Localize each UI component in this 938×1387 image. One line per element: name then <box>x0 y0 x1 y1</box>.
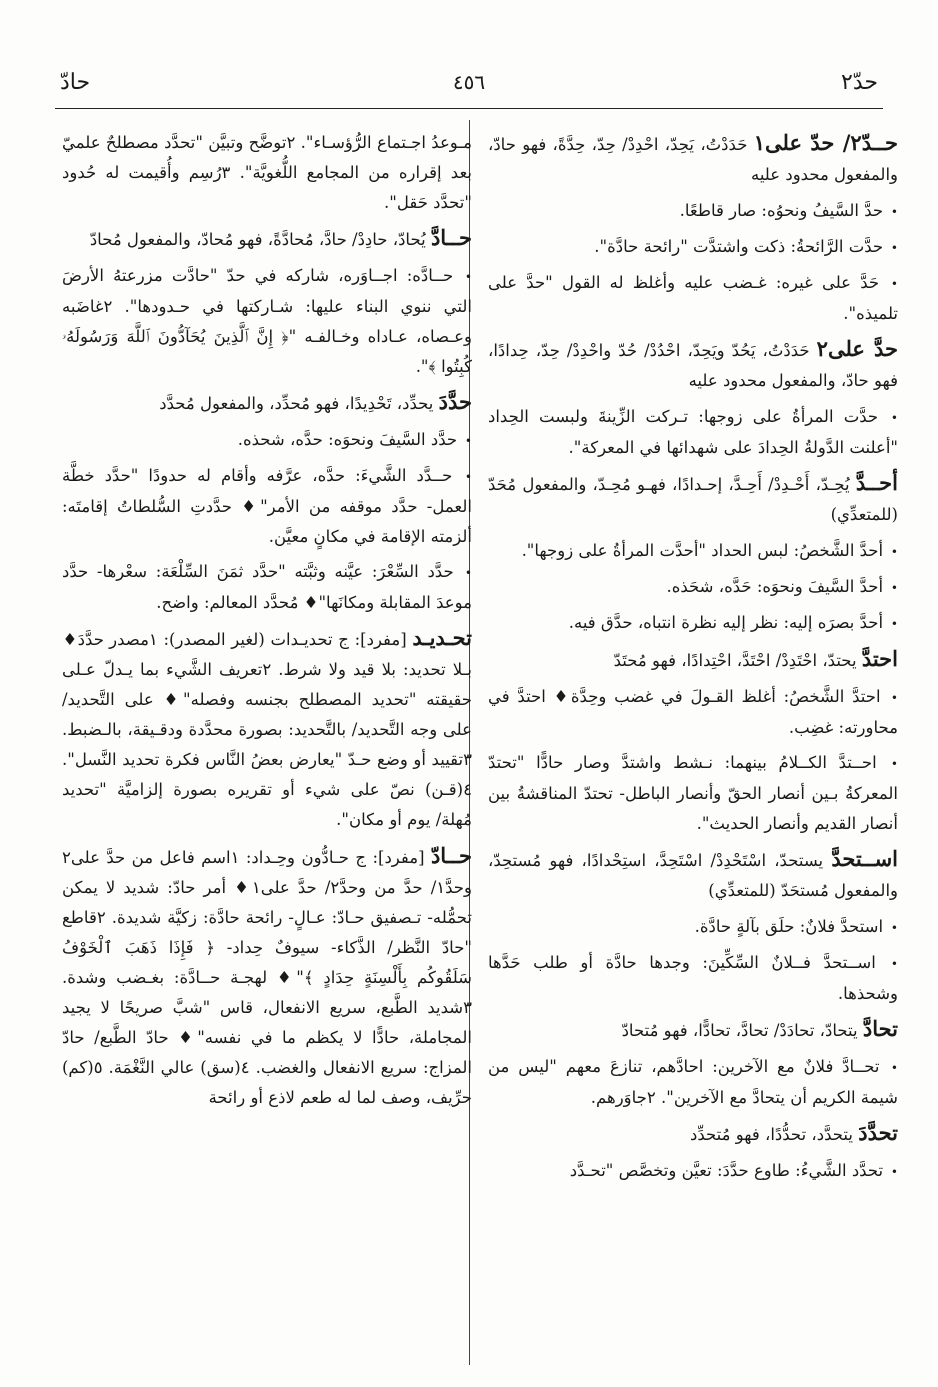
entry-text: يحدِّد، تَحْدِيدًا، فهو مُحدِّد، والمفعول مُحدَّد <box>159 394 434 413</box>
bullet-icon: • <box>883 1061 898 1075</box>
bullet-icon: • <box>457 566 472 580</box>
page-number: ٤٥٦ <box>452 70 486 94</box>
entry-text: يُحادّ، حادِدْ/ حادَّ، مُحادَّةً، فهو مُحادّ، والمفعول مُحادّ <box>89 230 426 249</box>
sense-text: اســتحدَّ فــلانٌ السِّكِّينَ: وجدها حادَّة أو طلب حَدَّها وشحذها. <box>488 953 898 1003</box>
dictionary-entry <box>488 334 898 396</box>
bullet-icon: • <box>880 757 898 771</box>
dictionary-entry <box>488 1118 898 1150</box>
sense-text: حدَّد السَّيفَ ونحوَه: حدَّه، شحذه. <box>237 430 458 449</box>
dictionary-entry <box>488 644 898 676</box>
dictionary-entry <box>488 128 898 190</box>
entry-text: يُحِـدّ، أَحْـدِدْ/ أَحِـدَّ، إحـدادًا، فهـو مُحِـدّ، والمفعول مُحَدّ (للمتعدِّي) <box>488 475 898 524</box>
bullet-icon: • <box>457 270 472 284</box>
sense-paragraph <box>62 461 472 552</box>
sense-text: أحدَّ الشَّخصُ: لبس الحداد "أحدَّت المرأةُ على زوجها". <box>521 541 884 560</box>
sense-text: أحدَّ السَّيفَ ونحوَه: حَدَّه، شحَذه. <box>666 577 884 596</box>
sense-text: حــادَّه: اجــاوَره، شاركه في حدّ "حادَّت مزرعتهُ الأرضَ التي ننوي البناء عليها: شـاركتها في حـدودها". ٢غاضَبه وعـصاه، عـاداه وخـالفـه "﴿ إِنَّ ٱلَّذِينَ يُحَآدُّونَ ٱللَّهَ وَرَسُولَهُۥ كُبِتُوا ﴾". <box>62 266 472 376</box>
sense-paragraph <box>488 268 898 329</box>
headword: اســتحدَّ <box>831 846 898 871</box>
headword: حدَّ على٢ <box>816 336 898 361</box>
sense-text: استحدَّ فلانٌ: حلَق بآلةٍ حادَّة. <box>694 917 884 936</box>
header-rule <box>55 108 883 109</box>
headword: أحــدَّ <box>855 470 898 495</box>
sense-paragraph <box>62 557 472 618</box>
dictionary-entry <box>62 841 472 1113</box>
left-column <box>62 128 472 1358</box>
sense-text: حدَّت الرَّائحةُ: ذكت واشتدَّت "رائحة حادَّة". <box>594 237 884 256</box>
headword: حــدّ٢/ حدّ على١ <box>753 130 898 155</box>
sense-paragraph <box>488 608 898 639</box>
bullet-icon: • <box>879 957 898 971</box>
entry-text: [مفرد]: ج تحديـدات (لغير المصدر): ١مصدر حدَّدَ♦ بـلا تحديد: بلا قيد ولا شرط. ٢تعريف الشَّيء بما يـدلّ عـلى حقيقته "تحديد المصطلح بجنسه وفصله"♦ على التَّحديد/ على وجه التَّحديد/ بالتَّحديد: بصورة محدَّدة ودقـيقة، بالـضبط. ٣تقييد أو وضع حـدّ "يعارض بعضُ النَّاس فكرة تحديد النَّسل". ٤(قـن) نصّ على شيء أو تقريره بصورة إلزاميَّة "تحديد مُهلة/ يوم أو مكان". <box>62 630 472 829</box>
sense-text: أحدَّ بصرَه إليه: نظر إليه نظرة انتباه، حدَّق فيه. <box>568 613 884 632</box>
sense-text: حــدَّد الشَّيءَ: حدَّه، عرَّفه وأقام له حدودًا "حدَّد خطَّة العمل- حدَّد موقفه من الأمر"♦ حدَّدتِ السُّلطاتُ إقامتَه: ألزمته الإقامة في مكانٍ معيَّن. <box>62 466 472 546</box>
bullet-icon: • <box>887 241 898 255</box>
entry-text: يستحدّ، اسْتَحْدِدْ/ اسْتَحِدَّ، استِحْدادًا، فهو مُستحِدّ، والمفعول مُستحَدّ (للمتعدِّي) <box>488 851 898 900</box>
sense-paragraph <box>488 196 898 227</box>
dictionary-entry <box>488 468 898 530</box>
entry-text: حَدَدْتُ، يَحُدّ ويَحِدّ، احْدُدْ/ حُدّ واحْدِدْ/ حِدّ، حِدادًا، فهو حادّ، والمفعول محدود عليه <box>488 341 898 390</box>
sense-text: حدَّ السَّيفُ ونحوُه: صار قاطعًا. <box>679 201 884 220</box>
bullet-icon: • <box>461 434 472 448</box>
sense-paragraph <box>488 912 898 943</box>
sense-text: تحــادَّ فلانٌ مع الآخرين: احادَّهم، تنازعَ معهم "ليس من شيمة الكريم أن يتحادَّ مع الآخرين". ٢جاوَرهم. <box>488 1057 898 1107</box>
entry-text: حَدَدْتُ، يَحِدّ، احْدِدْ/ حِدّ، حِدَّةً، فهو حادّ، والمفعول محدود عليه <box>488 135 898 184</box>
dictionary-entry <box>488 844 898 906</box>
sense-text: حدَّد السِّعْرَ: عيَّنه وثبَّته "حدَّد ثمَنَ السِّلْعَة: سعْرها- حدَّد موعدَ المقابلة ومكانَها"♦ مُحدَّد المعالم: واضح. <box>62 562 472 612</box>
entry-text: [مفرد]: ج حـادُّون وحِـداد: ١اسم فاعل من حدَّ على٢ وحدَّ١/ حدَّ من وحدَّ٢/ حدَّ على١♦ أمر حادّ: شديد لا يمكن تحمُّله- تـصفيق حـادّ: عـالٍ- رائحة حادَّة: زكيَّة شديدة. ٢قاطع "حادّ النَّظر/ الذَّكاء- سيوفٌ حِداد- ﴿ فَإِذَا ذَهَبَ ٱلْخَوْفُ سَلَقُوكُم بِأَلْسِنَةٍ حِدَادٍ ﴾"♦ لهجـة حــادَّة: بغـضب وشدة. ٣شديد الطَّبع، سريع الانفعال، قاس "شبَّ صريحًا لا يجيد المجاملة، حادًّا لا يكظم ما في نفسه"♦ حادّ الطَّبع/ حادّ المزاج: سريع الانفعال والغضب. ٤(سق) عالي النَّغْمَة. ٥(كم) حرِّيف، وصف لما له طعم لاذع أو رائحة <box>62 848 472 1107</box>
bullet-icon: • <box>456 470 472 484</box>
sense-paragraph <box>488 572 898 603</box>
continued-text: مـوعدُ اجـتماع الرُّؤسـاء". ٢توضَّح وتبيَّن "تحدَّد مصطلحٌ علميّ بعد إقراره من المجامع اللُّغويَّة". ٣رُسِم وأُقيمت له حُدود "تحدَّد حَقل". <box>62 133 472 212</box>
bullet-icon: • <box>884 691 898 705</box>
sense-text: احتدَّ الشَّخصُ: أغلظ القـولَ في غضب وحِدَّة♦ احتدَّ في محاورته: غضِب. <box>488 687 898 737</box>
bullet-icon: • <box>887 581 898 595</box>
sense-paragraph <box>488 536 898 567</box>
headword: حــادَّ <box>430 225 472 250</box>
bullet-icon: • <box>883 277 898 291</box>
sense-paragraph <box>62 261 472 382</box>
sense-paragraph <box>488 1052 898 1113</box>
sense-text: تحدَّد الشَّيءُ: طاوع حدَّدَ: تعيَّن وتخصَّص "تحـدَّد <box>569 1161 884 1180</box>
bullet-icon: • <box>887 205 898 219</box>
entry-text: يتحدَّد، تحدُّدًا، فهو مُتحدِّد <box>690 1125 853 1144</box>
dictionary-entry <box>62 623 472 835</box>
entry-text: يحتدّ، احْتَدِدْ/ احْتَدَّ، احْتِدادًا، فهو مُحتَدّ <box>613 651 857 670</box>
headword: حدَّدَ <box>438 389 472 414</box>
header-last-headword: حادّ <box>60 70 91 95</box>
headword: تحدَّدَ <box>858 1120 898 1145</box>
headword: تحادَّ <box>862 1016 898 1041</box>
sense-paragraph <box>488 402 898 463</box>
bullet-icon: • <box>887 921 898 935</box>
sense-paragraph <box>488 682 898 743</box>
sense-text: حدَّت المرأةُ على زوجها: تـركت الزِّينةَ ولبست الحِداد "أعلنت الدَّولةُ الحِدادَ على شهدائها في المعركة". <box>488 407 898 457</box>
dictionary-entry <box>62 387 472 419</box>
bullet-icon: • <box>887 617 898 631</box>
headword: احتدَّ <box>861 646 898 671</box>
bullet-icon: • <box>887 545 898 559</box>
bullet-icon: • <box>887 1165 898 1179</box>
sense-text: احــتدَّ الكــلامُ بينهما: نـشط واشتدَّ وصار حادًّا "تحتدّ المعركةُ بـين أنصار الحقّ وأنصار الباطل- تحتدّ المناقشةُ بين أنصار القديم وأنصار الحديث". <box>488 753 898 833</box>
sense-paragraph <box>488 1156 898 1187</box>
dictionary-entry <box>62 223 472 255</box>
header-first-headword: حدّ٢ <box>841 70 878 95</box>
right-column <box>488 128 898 1358</box>
running-header <box>40 70 898 100</box>
sense-paragraph <box>488 748 898 839</box>
headword: حــادّ <box>430 843 472 868</box>
headword: تحـديـد <box>412 625 472 650</box>
sense-paragraph <box>62 425 472 456</box>
bullet-icon: • <box>882 411 898 425</box>
sense-paragraph <box>488 232 898 263</box>
dictionary-entry <box>488 1014 898 1046</box>
sense-text: حَدَّ على غيره: غـضب عليه وأغلظ له القول "حدَّ على تلميذه". <box>488 273 898 323</box>
sense-paragraph <box>488 948 898 1009</box>
entry-text: يتحادّ، تحادَدْ/ تحادَّ، تحادًّا، فهو مُتحادّ <box>621 1021 858 1040</box>
